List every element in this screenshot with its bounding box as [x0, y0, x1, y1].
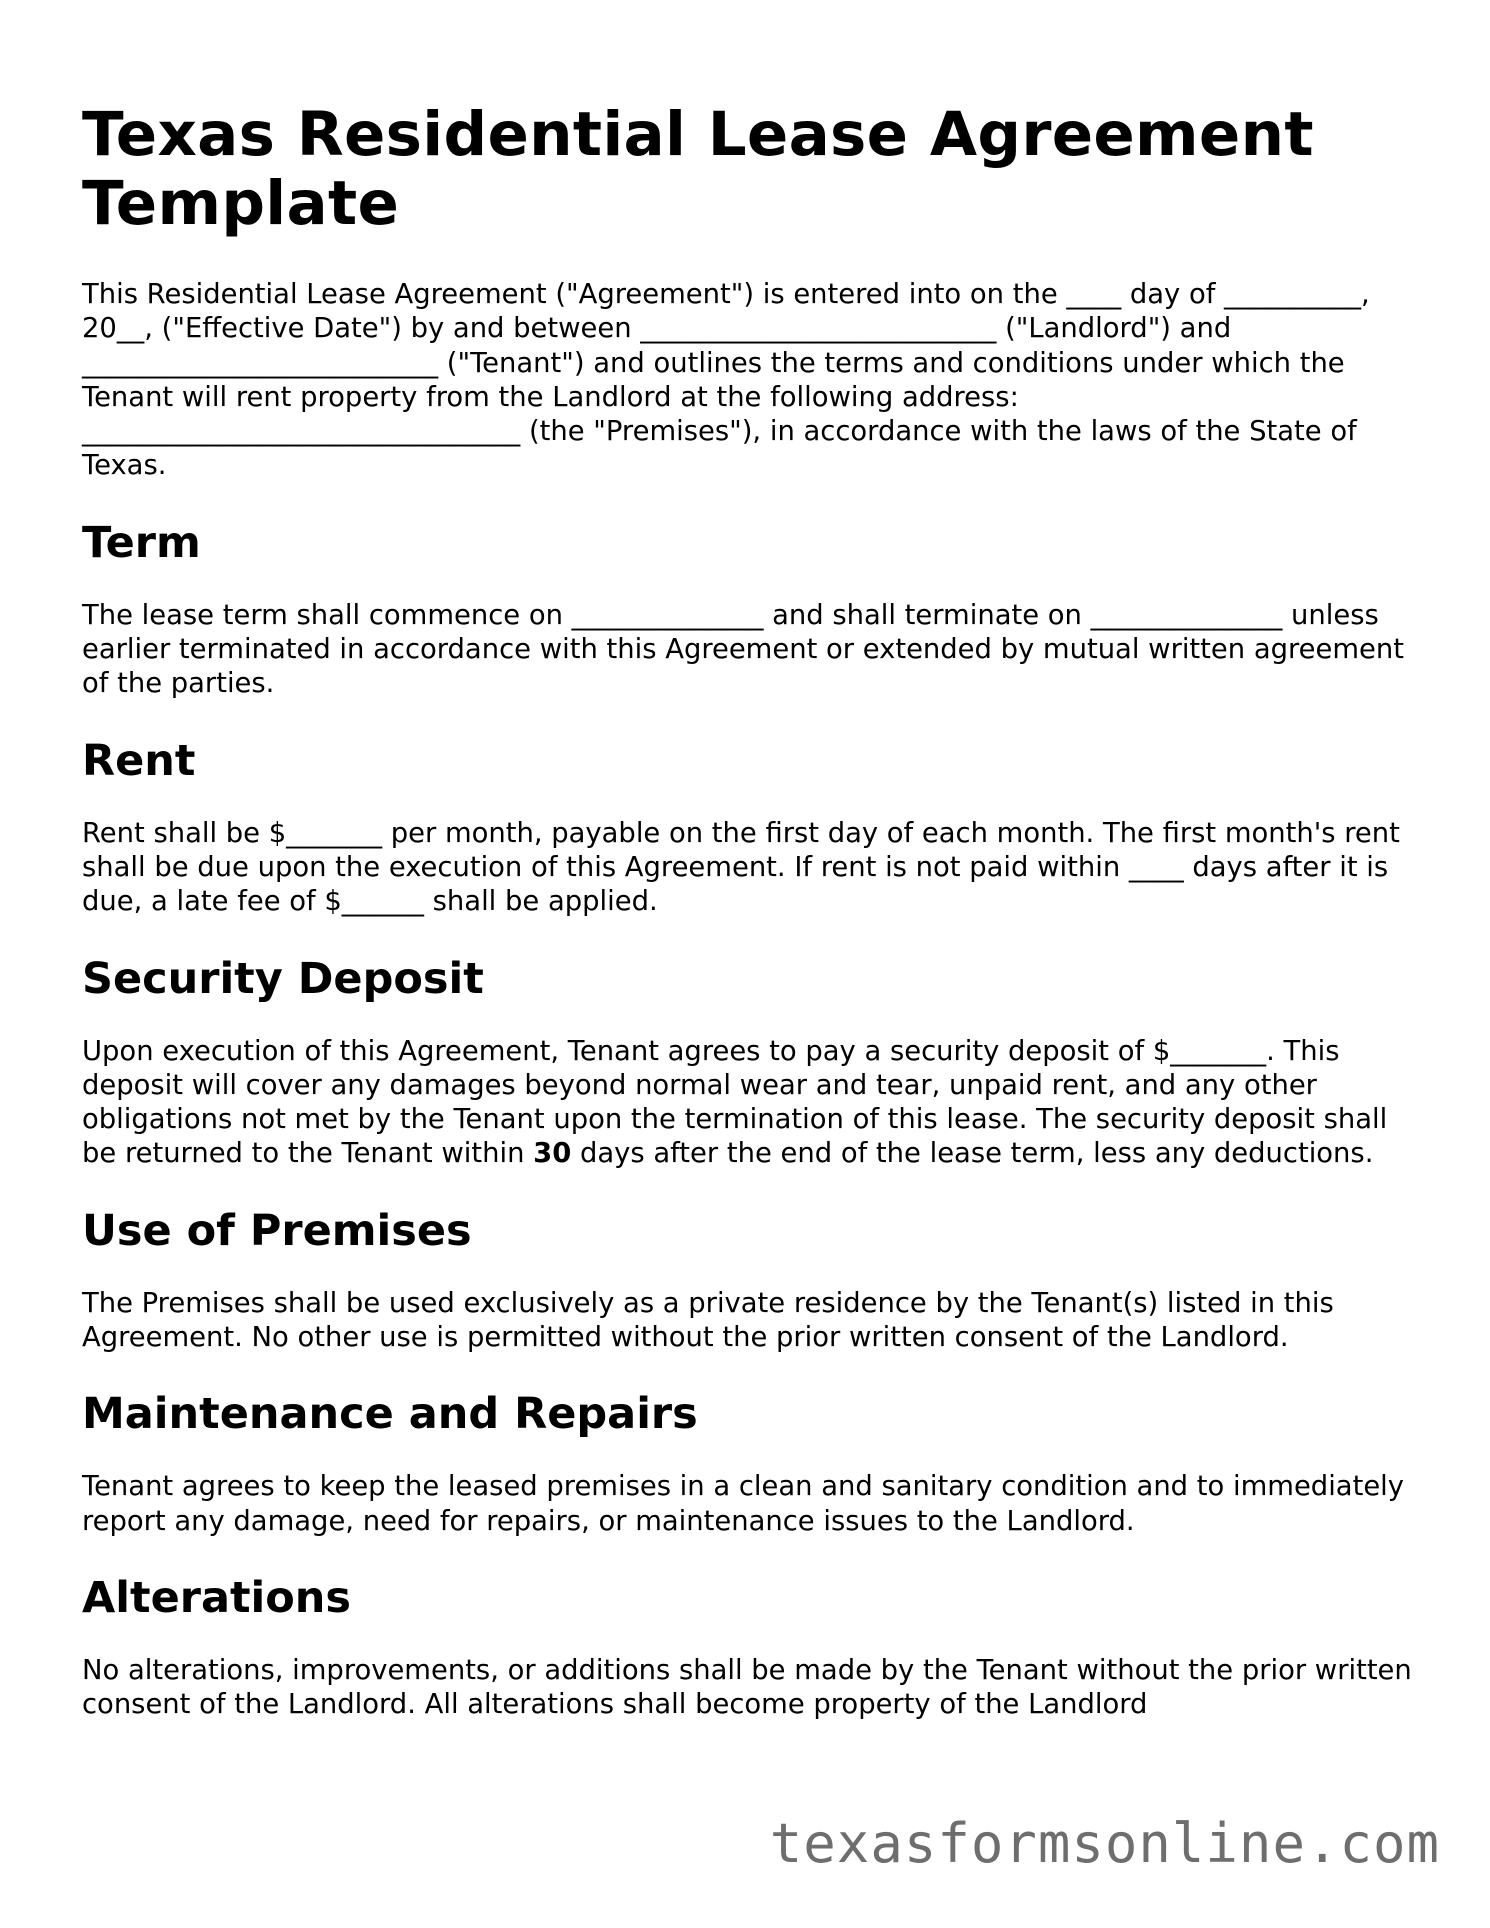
section-body: The Premises shall be used exclusively as a private residence by the Tenant(s) listed in this Agreement. No other use is permitted without the prior written consent of the Landlord. [82, 1287, 1334, 1354]
section-heading: Security Deposit [82, 953, 484, 1004]
section-body: Rent shall be $_______ per month, payable on the first day of each month. The first month's rent shall be due upon the execution of this Agreement. If rent is not paid within ____ days after it is due, a late fee of $______ shall be applied. [82, 817, 1400, 918]
section-heading: Use of Premises [82, 1205, 472, 1256]
section-heading: Alterations [82, 1572, 352, 1623]
section-heading: Maintenance and Repairs [82, 1389, 698, 1440]
section-heading: Rent [82, 735, 196, 786]
deposit-return-days: 30 [533, 1138, 572, 1170]
section-body [82, 1035, 1412, 1172]
body-text: Upon execution of this Agreement, Tenant agrees to pay a security deposit of $_______. This deposit will cover any damages beyond normal wear and tear, unpaid rent, and any other obligations not met by the Tenant upon the termination of this lease. The security deposit shall be returned to the Tenant within [82, 1035, 1388, 1170]
section-body: Tenant agrees to keep the leased premises in a clean and sanitary condition and to immediately report any damage, need for repairs, or maintenance issues to the Landlord. [82, 1471, 1404, 1537]
section-heading: Term [82, 517, 201, 568]
document-page [82, 100, 1412, 1757]
section-security-deposit [82, 954, 1412, 1172]
section-term [82, 518, 1412, 702]
section-rent [82, 736, 1412, 920]
section-use-of-premises [82, 1206, 1412, 1356]
section-alterations [82, 1573, 1412, 1723]
section-body: No alterations, improvements, or additions shall be made by the Tenant without the prior written consent of the Landlord. All alterations shall become property of the Landlord [82, 1654, 1412, 1721]
body-text: days after the end of the lease term, less any deductions. [571, 1138, 1374, 1170]
page-title: Texas Residential Lease Agreement Template [82, 99, 1314, 239]
section-maintenance-and-repairs [82, 1389, 1412, 1539]
intro-paragraph: This Residential Lease Agreement ("Agreement") is entered into on the ____ day of __________, 20__, ("Effective Date") by and between __________________________ ("Landlord") and __________________________ ("Tenant") and outlines the terms and conditions under which the Tenant will rent property from the Landlord at the following address: ________________________________ (the "Premises"), in accordance with the laws of the State of Texas. [82, 279, 1370, 482]
section-body: The lease term shall commence on ______________ and shall terminate on ______________ unless earlier terminated in accordance with this Agreement or extended by mutual written agreement of the parties. [82, 599, 1404, 700]
watermark: texasformsonline.com [769, 1812, 1440, 1875]
